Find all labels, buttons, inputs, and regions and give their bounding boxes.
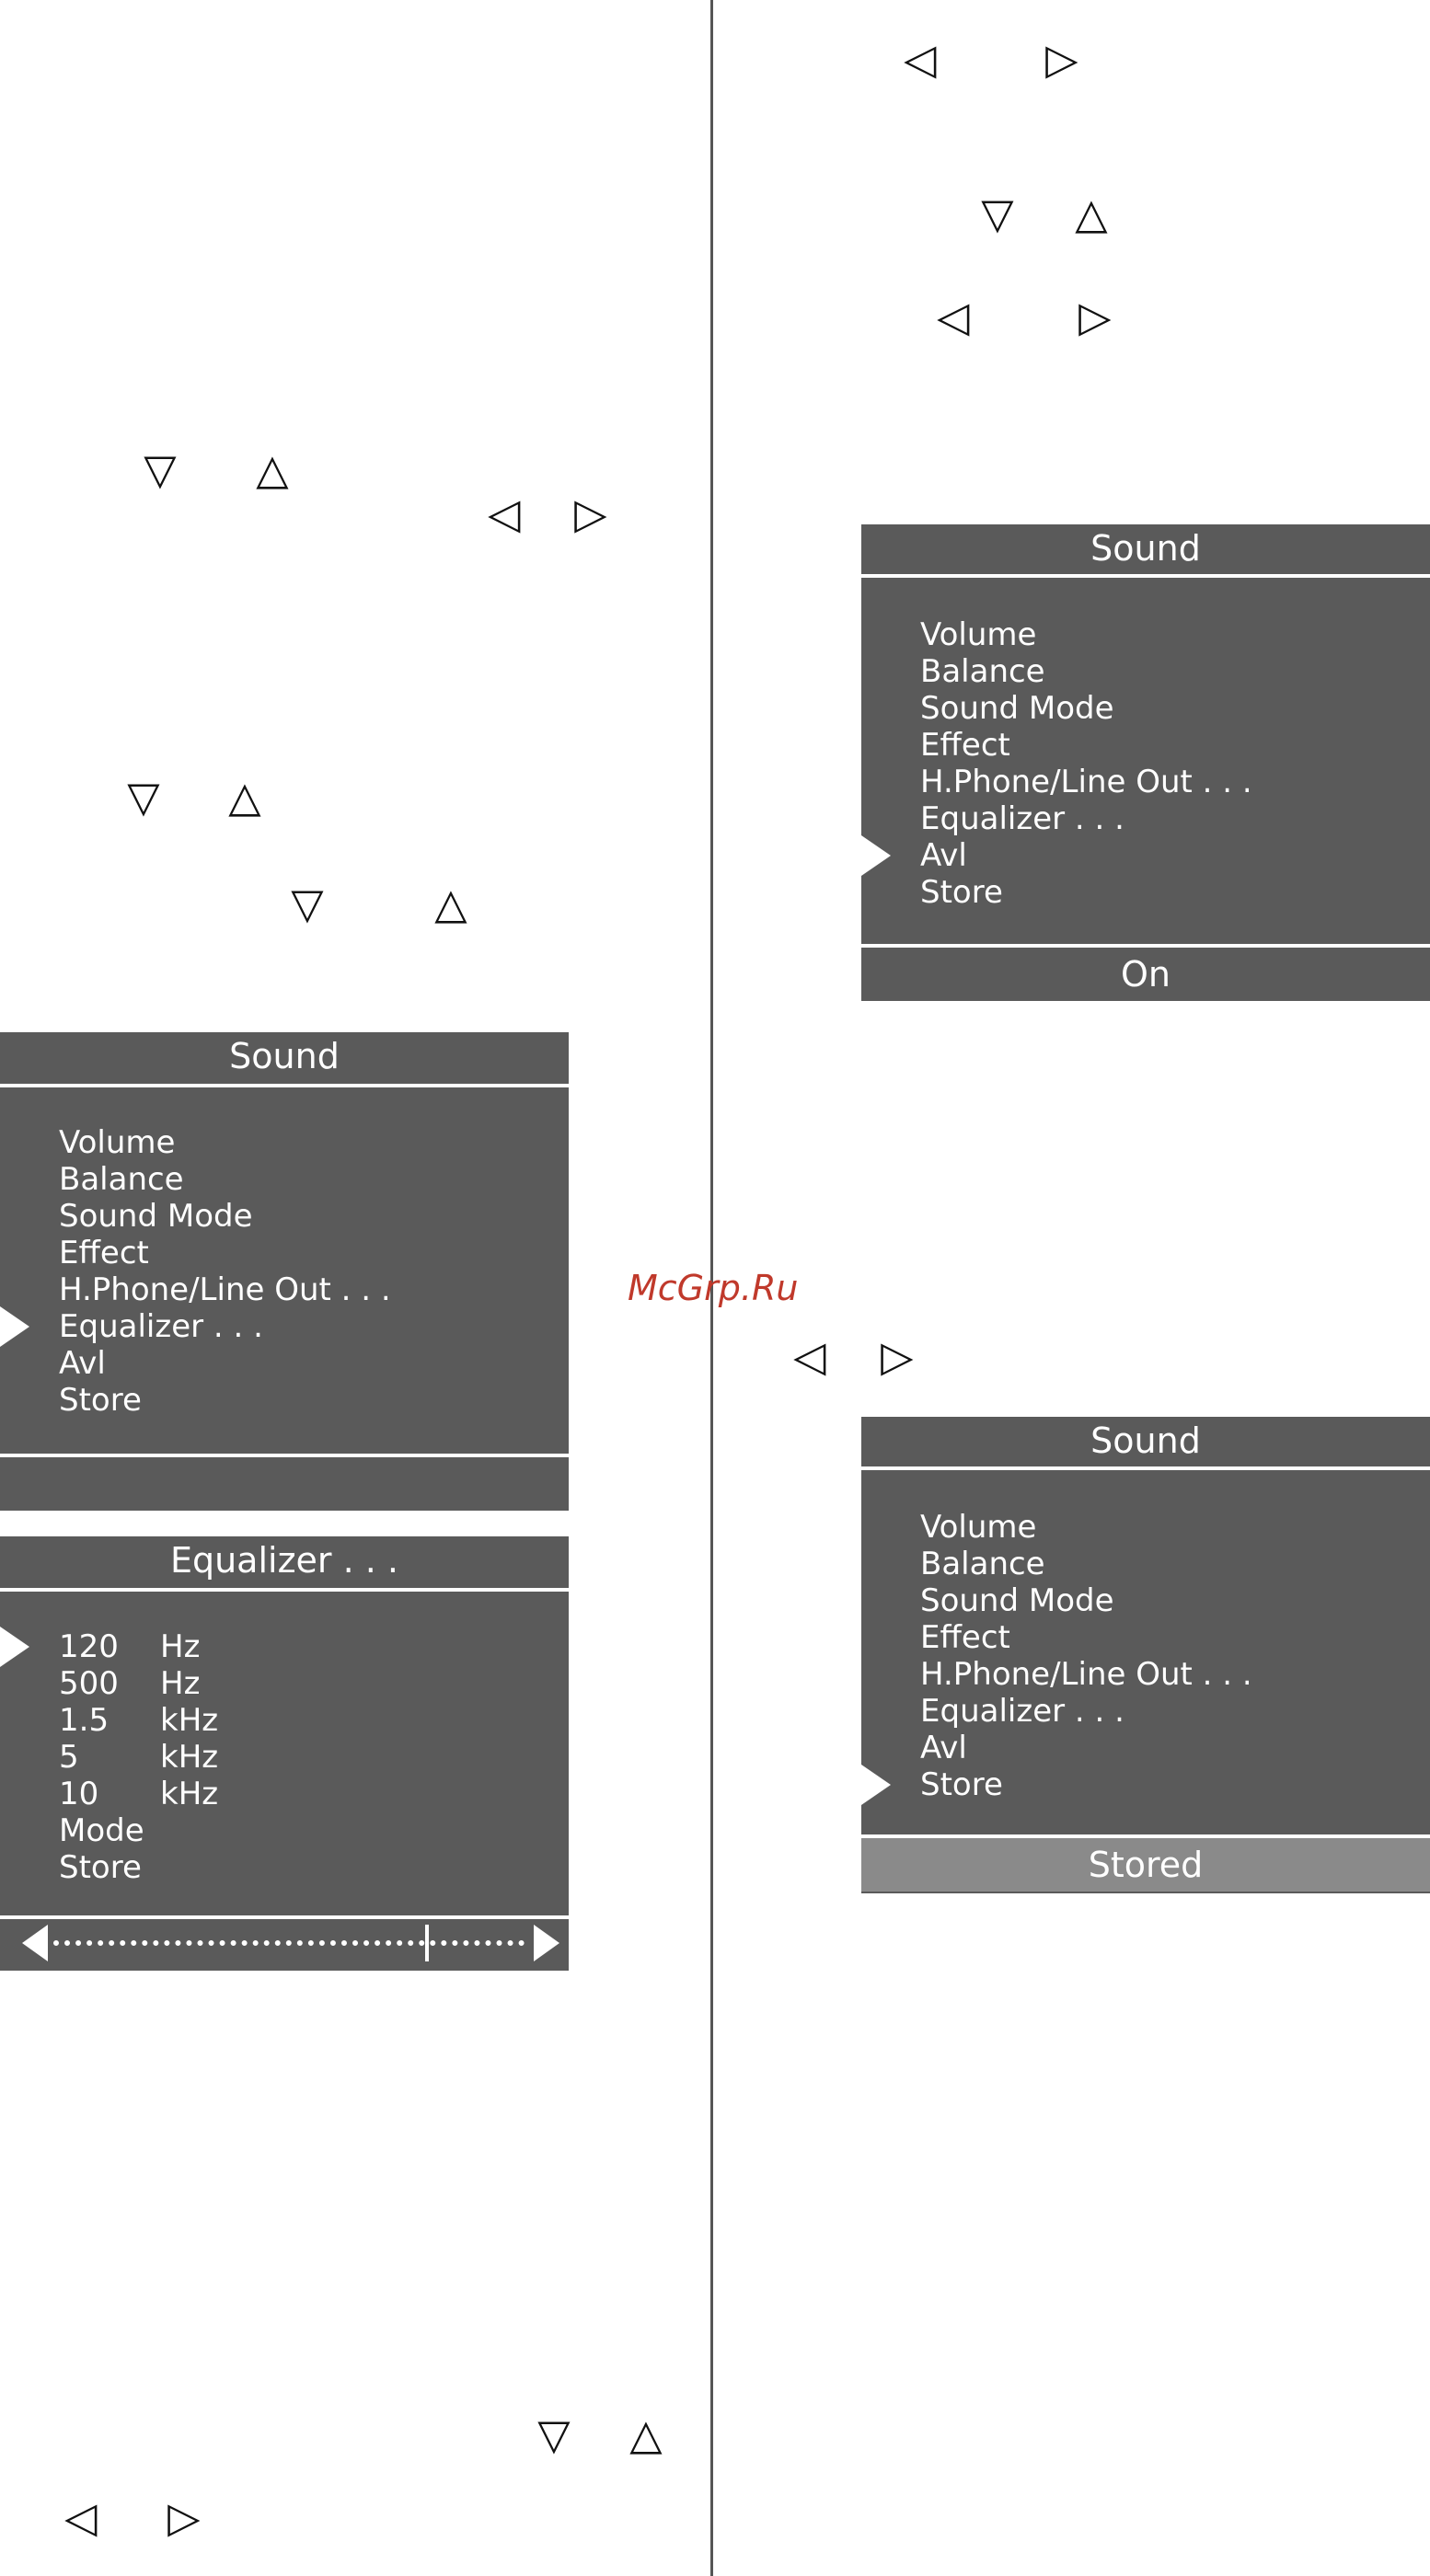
slider-increase-icon[interactable] (534, 1925, 559, 1961)
menu-item-balance[interactable]: Balance (920, 1546, 1045, 1582)
left-arrow-icon: ◁ (64, 2492, 98, 2542)
menu-status: On (1121, 954, 1171, 995)
down-arrow-icon: ▽ (981, 189, 1014, 238)
up-arrow-icon: △ (1075, 189, 1108, 238)
selection-pointer-icon (861, 1765, 891, 1805)
right-arrow-icon: ▷ (1078, 292, 1112, 341)
menu-title: Sound (1090, 1420, 1201, 1461)
menu-item-equalizer[interactable]: Equalizer . . . (59, 1308, 263, 1345)
menu-item-store[interactable]: Store (920, 1766, 1003, 1803)
menu-item-sound-mode[interactable]: Sound Mode (59, 1198, 253, 1235)
menu-item-sound-mode[interactable]: Sound Mode (920, 690, 1114, 727)
menu-title: Sound (1090, 528, 1201, 569)
menu-item-volume[interactable]: Volume (920, 616, 1037, 653)
sound-menu-panel-avl (861, 524, 1430, 1001)
slider-divider (0, 1915, 569, 1919)
slider-decrease-icon[interactable] (22, 1925, 48, 1961)
down-arrow-icon: ▽ (291, 879, 324, 928)
menu-title: Sound (229, 1036, 340, 1076)
down-arrow-icon: ▽ (537, 2409, 571, 2459)
eq-band-5khz[interactable]: 5 kHz (59, 1739, 219, 1776)
menu-item-volume[interactable]: Volume (920, 1509, 1037, 1546)
menu-item-store[interactable]: Store (59, 1849, 142, 1886)
selection-pointer-icon (0, 1306, 29, 1347)
menu-item-headphone-line-out[interactable]: H.Phone/Line Out . . . (920, 1656, 1252, 1693)
level-slider-thumb[interactable] (425, 1925, 429, 1961)
up-arrow-icon: △ (434, 879, 467, 928)
eq-band-1-5khz[interactable]: 1.5 kHz (59, 1702, 219, 1739)
menu-item-balance[interactable]: Balance (59, 1161, 184, 1198)
menu-item-headphone-line-out[interactable]: H.Phone/Line Out . . . (920, 764, 1252, 800)
down-arrow-icon: ▽ (127, 772, 160, 822)
down-arrow-icon: ▽ (144, 444, 177, 494)
up-arrow-icon: △ (228, 772, 261, 822)
menu-item-avl[interactable]: Avl (920, 837, 967, 874)
menu-item-avl[interactable]: Avl (920, 1730, 967, 1766)
left-arrow-icon: ◁ (488, 489, 521, 538)
menu-item-sound-mode[interactable]: Sound Mode (920, 1582, 1114, 1619)
up-arrow-icon: △ (629, 2409, 663, 2459)
up-arrow-icon: △ (256, 444, 289, 494)
menu-item-equalizer[interactable]: Equalizer . . . (920, 800, 1124, 837)
watermark-text: McGrp.Ru (628, 1268, 799, 1308)
menu-status: Stored (861, 1838, 1430, 1892)
menu-item-volume[interactable]: Volume (59, 1124, 176, 1161)
menu-item-store[interactable]: Store (59, 1382, 142, 1419)
left-arrow-icon: ◁ (904, 34, 937, 84)
equalizer-menu-panel (0, 1536, 569, 1971)
eq-band-10khz[interactable]: 10 kHz (59, 1776, 219, 1812)
menu-item-avl[interactable]: Avl (59, 1345, 106, 1382)
right-arrow-icon: ▷ (574, 489, 607, 538)
menu-item-store[interactable]: Store (920, 874, 1003, 911)
title-divider (861, 574, 1430, 578)
sound-menu-panel-store (861, 1417, 1430, 1893)
title-divider (0, 1588, 569, 1592)
left-arrow-icon: ◁ (793, 1331, 826, 1381)
selection-pointer-icon (0, 1627, 29, 1667)
menu-item-headphone-line-out[interactable]: H.Phone/Line Out . . . (59, 1271, 391, 1308)
menu-title: Equalizer . . . (169, 1540, 399, 1581)
level-slider-track[interactable] (53, 1940, 525, 1946)
right-arrow-icon: ▷ (881, 1331, 914, 1381)
eq-band-500hz[interactable]: 500 Hz (59, 1665, 201, 1702)
menu-status (0, 1457, 569, 1511)
menu-item-effect[interactable]: Effect (920, 1619, 1010, 1656)
title-divider (0, 1084, 569, 1087)
title-divider (861, 1466, 1430, 1470)
menu-item-effect[interactable]: Effect (59, 1235, 149, 1271)
menu-item-equalizer[interactable]: Equalizer . . . (920, 1693, 1124, 1730)
eq-band-120hz[interactable]: 120 Hz (59, 1628, 201, 1665)
menu-item-balance[interactable]: Balance (920, 653, 1045, 690)
menu-item-effect[interactable]: Effect (920, 727, 1010, 764)
menu-item-mode[interactable]: Mode (59, 1812, 144, 1849)
left-arrow-icon: ◁ (937, 292, 970, 341)
sound-menu-panel (0, 1032, 569, 1511)
right-arrow-icon: ▷ (1045, 34, 1078, 84)
right-arrow-icon: ▷ (167, 2492, 201, 2542)
selection-pointer-icon (861, 835, 891, 876)
